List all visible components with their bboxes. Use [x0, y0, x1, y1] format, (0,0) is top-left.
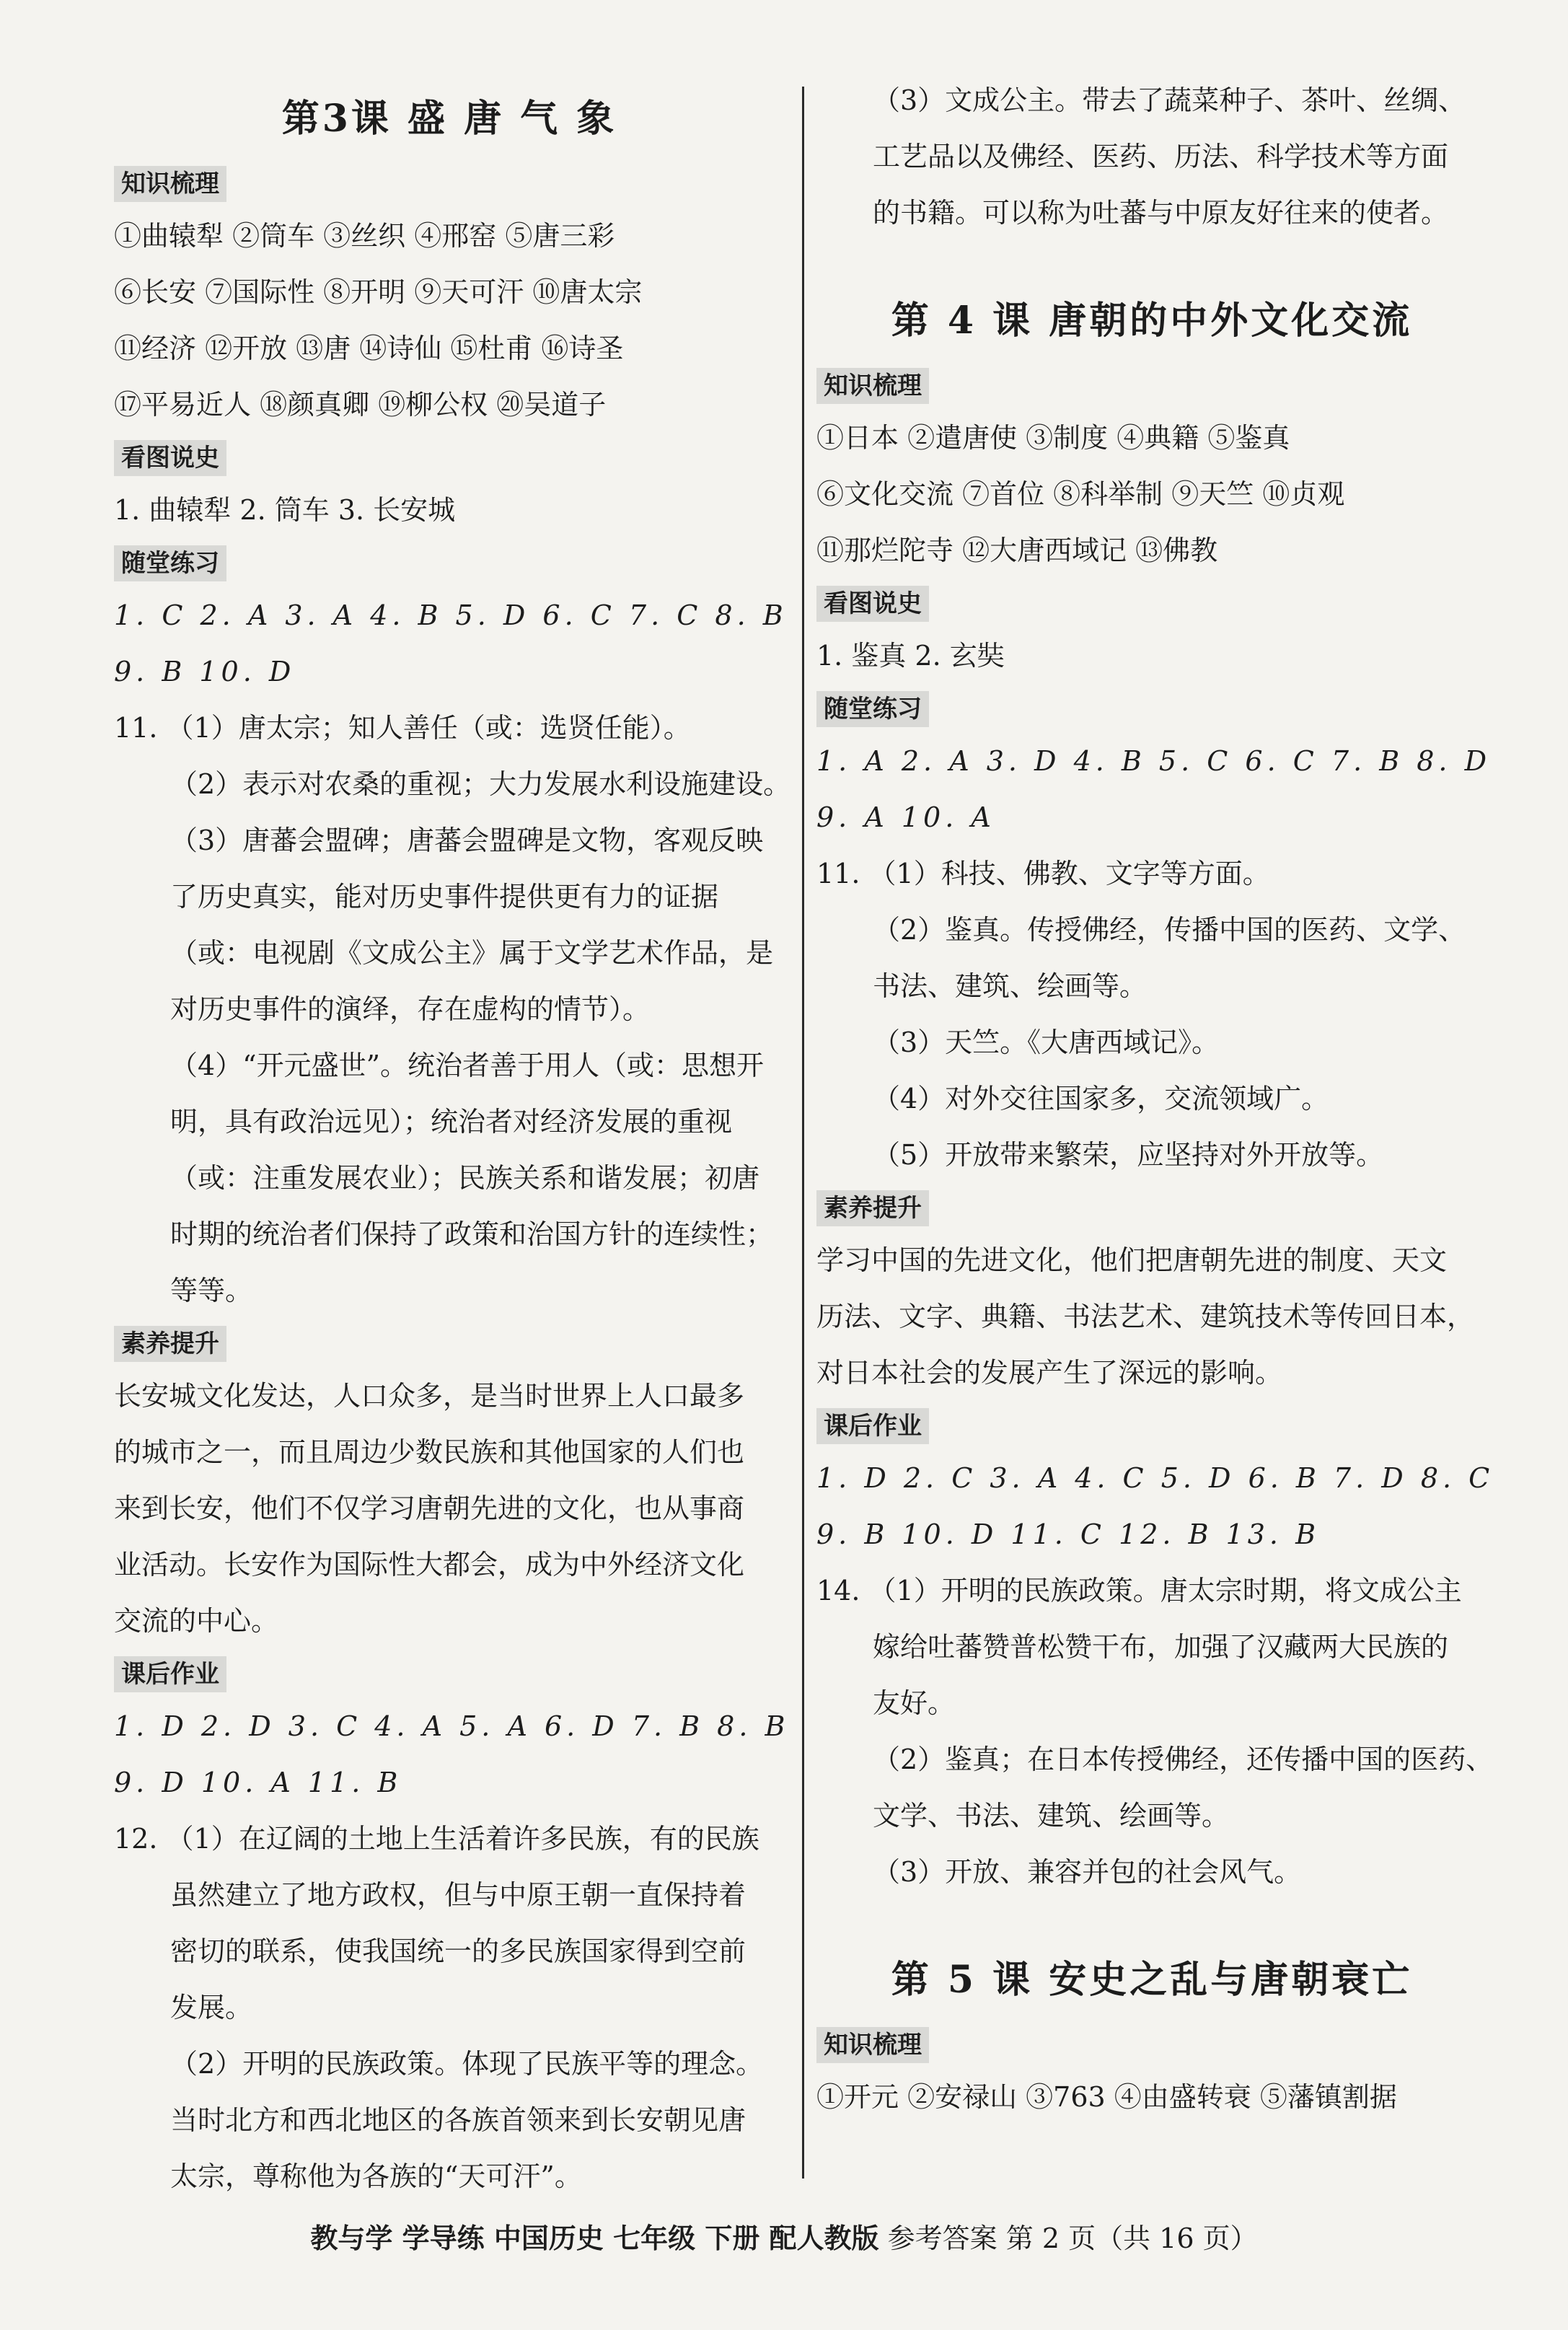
question-11-line: 对历史事件的演绎，存在虚构的情节）。 — [170, 993, 651, 1025]
question-12-line: 虽然建立了地方政权，但与中原王朝一直保持着 — [170, 1879, 746, 1911]
question-11-line: （3）唐蕃会盟碑；唐蕃会盟碑是文物，客观反映 — [170, 825, 764, 856]
literacy-paragraph-line: 来到长安，他们不仅学习唐朝先进的文化，也从事商 — [114, 1492, 745, 1524]
question-11-line: 书法、建筑、绘画等。 — [873, 970, 1148, 1002]
question-11-part-1: 11. （1）科技、佛教、文字等方面。 — [816, 858, 1270, 889]
question-14-line: （3）开放、兼容并包的社会风气。 — [873, 1856, 1302, 1888]
homework-answers: 1. D 2. C 3. A 4. C 5. D 6. B 7. D 8. C — [816, 1462, 1494, 1494]
knowledge-line: ⑥文化交流 ⑦首位 ⑧科举制 ⑨天竺 ⑩贞观 — [816, 478, 1345, 510]
continued-answer-line: 工艺品以及佛经、医药、历法、科学技术等方面 — [873, 141, 1449, 172]
knowledge-line: ⑪那烂陀寺 ⑫大唐西域记 ⑬佛教 — [816, 535, 1218, 566]
literacy-paragraph-line: 长安城文化发达，人口众多，是当时世界上人口最多 — [114, 1380, 745, 1412]
question-14-line: 文学、书法、建筑、绘画等。 — [873, 1800, 1230, 1832]
question-12-line: 太宗，尊称他为各族的“天可汗”。 — [170, 2160, 582, 2192]
question-11-line: 时期的统治者们保持了政策和治国方针的连续性； — [170, 1218, 774, 1250]
question-11-line: （4）对外交往国家多，交流领域广。 — [873, 1083, 1329, 1115]
question-11-line: 等等。 — [170, 1275, 253, 1306]
literacy-paragraph-line: 学习中国的先进文化，他们把唐朝先进的制度、天文 — [816, 1244, 1448, 1276]
literacy-paragraph-line: 业活动。长安作为国际性大都会，成为中外经济文化 — [114, 1549, 745, 1581]
knowledge-line: ①曲辕犁 ②筒车 ③丝织 ④邢窑 ⑤唐三彩 — [114, 220, 615, 252]
question-11-line: （或：注重发展农业）；民族关系和谐发展；初唐 — [170, 1162, 760, 1194]
question-12-part-1: 12. （1）在辽阔的土地上生活着许多民族，有的民族 — [114, 1823, 759, 1855]
homework-answers: 9. D 10. A 11. B — [114, 1767, 402, 1798]
section-heading-suitang: 随堂练习 — [114, 545, 226, 581]
knowledge-line: ⑪经济 ⑫开放 ⑬唐 ⑭诗仙 ⑮杜甫 ⑯诗圣 — [114, 333, 624, 364]
question-11-line: （5）开放带来繁荣，应坚持对外开放等。 — [873, 1139, 1384, 1171]
section-heading-kehou: 课后作业 — [114, 1656, 226, 1692]
spacer — [816, 241, 1487, 281]
literacy-paragraph-line: 对日本社会的发展产生了深远的影响。 — [816, 1357, 1283, 1389]
knowledge-line: ①日本 ②遣唐使 ③制度 ④典籍 ⑤鉴真 — [816, 422, 1290, 454]
question-11-line: （或：电视剧《文成公主》属于文学艺术作品，是 — [170, 937, 774, 969]
lesson-4-title: 第 4 课 唐朝的中外文化交流 — [891, 299, 1413, 343]
knowledge-line: ⑥长安 ⑦国际性 ⑧开明 ⑨天可汗 ⑩唐太宗 — [114, 276, 643, 308]
question-11-line: （2）表示对农桑的重视；大力发展水利设施建设。 — [170, 768, 791, 800]
section-heading-zhishi: 知识梳理 — [816, 368, 929, 404]
question-11-line: （4）“开元盛世”。统治者善于用人（或：思想开 — [170, 1050, 765, 1081]
section-heading-kehou: 课后作业 — [816, 1408, 929, 1444]
question-12-line: 发展。 — [170, 1992, 253, 2023]
mcq-answers: 1. A 2. A 3. D 4. B 5. C 6. C 7. B 8. D — [816, 745, 1492, 777]
question-11-part-1: 11. （1）唐太宗；知人善任（或：选贤任能）。 — [114, 712, 691, 744]
question-11-line: （3）天竺。《大唐西域记》。 — [873, 1026, 1220, 1058]
page-footer — [0, 2216, 1568, 2256]
homework-answers: 1. D 2. D 3. C 4. A 5. A 6. D 7. B 8. B — [114, 1710, 790, 1742]
spacer — [816, 1900, 1487, 1940]
question-12-line: 密切的联系，使我国统一的多民族国家得到空前 — [170, 1935, 746, 1967]
question-14-part-1: 14. （1）开明的民族政策。唐太宗时期，将文成公主 — [816, 1575, 1462, 1606]
picture-answers: 1. 鉴真 2. 玄奘 — [816, 640, 1005, 672]
section-heading-suyang: 素养提升 — [114, 1326, 226, 1362]
right-column — [816, 72, 1494, 2125]
literacy-paragraph-line: 的城市之一，而且周边少数民族和其他国家的人们也 — [114, 1436, 745, 1468]
section-heading-kantu: 看图说史 — [816, 586, 929, 622]
question-12-line: 当时北方和西北地区的各族首领来到长安朝见唐 — [170, 2104, 746, 2136]
section-heading-zhishi: 知识梳理 — [114, 166, 226, 202]
section-heading-kantu: 看图说史 — [114, 440, 226, 476]
question-12-line: （2）开明的民族政策。体现了民族平等的理念。 — [170, 2048, 764, 2080]
literacy-paragraph-line: 历法、文字、典籍、书法艺术、建筑技术等传回日本， — [816, 1301, 1475, 1332]
mcq-answers: 9. B 10. D — [114, 656, 296, 687]
section-heading-suitang: 随堂练习 — [816, 691, 929, 727]
section-heading-zhishi: 知识梳理 — [816, 2027, 929, 2063]
continued-answer-line: （3）文成公主。带去了蔬菜种子、茶叶、丝绸、 — [873, 84, 1466, 116]
picture-answers: 1. 曲辕犁 2. 筒车 3. 长安城 — [114, 494, 456, 526]
literacy-paragraph-line: 交流的中心。 — [114, 1605, 279, 1637]
left-column — [114, 72, 791, 2204]
knowledge-line: ①开元 ②安禄山 ③763 ④由盛转衰 ⑤藩镇割据 — [816, 2081, 1397, 2113]
question-14-line: 嫁给吐蕃赞普松赞干布，加强了汉藏两大民族的 — [873, 1631, 1449, 1663]
knowledge-line: ⑰平易近人 ⑱颜真卿 ⑲柳公权 ⑳吴道子 — [114, 389, 607, 421]
question-14-line: 友好。 — [873, 1687, 956, 1719]
homework-answers: 9. B 10. D 11. C 12. B 13. B — [816, 1518, 1321, 1550]
footer-book-title: 教与学 学导练 中国历史 七年级 下册 配人教版 — [310, 2223, 879, 2254]
column-divider — [802, 87, 804, 2179]
lesson-5-title: 第 5 课 安史之乱与唐朝衰亡 — [891, 1958, 1413, 2002]
question-14-line: （2）鉴真；在日本传授佛经，还传播中国的医药、 — [873, 1744, 1494, 1775]
question-11-line: 了历史真实，能对历史事件提供更有力的证据 — [170, 881, 719, 913]
section-heading-suyang: 素养提升 — [816, 1190, 929, 1226]
lesson-3-title: 第3课 盛 唐 气 象 — [281, 97, 617, 141]
mcq-answers: 1. C 2. A 3. A 4. B 5. D 6. C 7. C 8. B — [114, 599, 788, 631]
question-11-line: （2）鉴真。传授佛经，传播中国的医药、文学、 — [873, 914, 1466, 946]
footer-page-number: 参考答案 第 2 页（共 16 页） — [887, 2223, 1258, 2254]
mcq-answers: 9. A 10. A — [816, 801, 995, 833]
question-11-line: 明，具有政治远见）；统治者对经济发展的重视 — [170, 1106, 733, 1138]
continued-answer-line: 的书籍。可以称为吐蕃与中原友好往来的使者。 — [873, 197, 1449, 229]
